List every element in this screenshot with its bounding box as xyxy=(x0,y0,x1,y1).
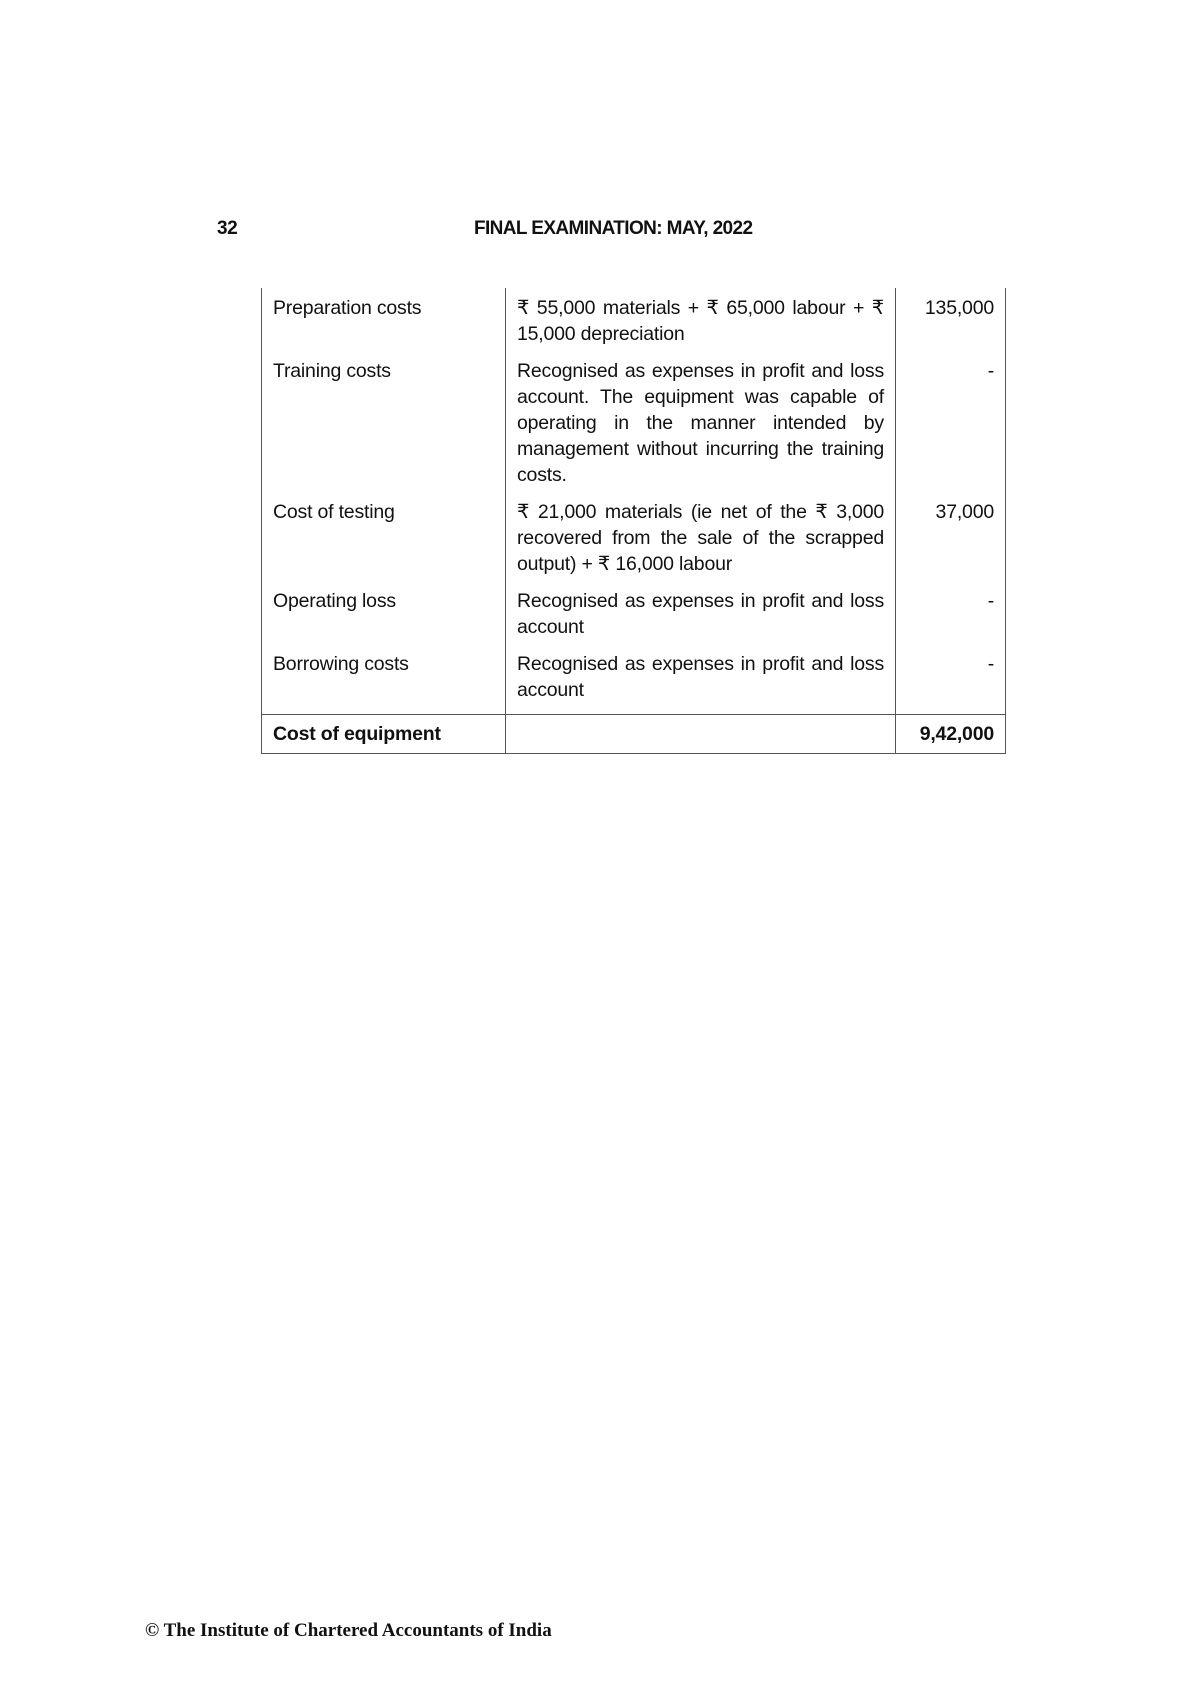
cost-of-equipment-table xyxy=(261,288,1006,754)
table-row xyxy=(262,651,1006,715)
table-row xyxy=(262,588,1006,651)
description-cell: ₹ 55,000 materials + ₹ 65,000 labour + ₹ 15,000 depreciation xyxy=(506,288,896,358)
item-cell: Cost of testing xyxy=(262,499,506,588)
item-cell: Operating loss xyxy=(262,588,506,651)
table-row xyxy=(262,288,1006,358)
amount-cell: - xyxy=(896,358,1006,499)
item-cell: Training costs xyxy=(262,358,506,499)
amount-cell: 135,000 xyxy=(896,288,1006,358)
item-cell: Borrowing costs xyxy=(262,651,506,715)
description-cell: Recognised as expenses in profit and loss account xyxy=(506,651,896,715)
amount-cell: 37,000 xyxy=(896,499,1006,588)
total-description-cell xyxy=(506,715,896,754)
description-cell: ₹ 21,000 materials (ie net of the ₹ 3,000 recovered from the sale of the scrapped output) + ₹ 16,000 labour xyxy=(506,499,896,588)
total-amount: 9,42,000 xyxy=(896,715,1006,754)
description-cell: Recognised as expenses in profit and loss account. The equipment was capable of operating in the manner intended by management without incurring the training costs. xyxy=(506,358,896,499)
copyright-footer: © The Institute of Chartered Accountants of India xyxy=(145,1620,552,1641)
table-row xyxy=(262,499,1006,588)
total-label: Cost of equipment xyxy=(262,715,506,754)
table-row xyxy=(262,358,1006,499)
total-row xyxy=(262,715,1006,754)
amount-cell: - xyxy=(896,588,1006,651)
item-cell: Preparation costs xyxy=(262,288,506,358)
page-header-title: FINAL EXAMINATION: MAY, 2022 xyxy=(474,218,753,239)
page-number: 32 xyxy=(217,218,238,239)
amount-cell: - xyxy=(896,651,1006,715)
description-cell: Recognised as expenses in profit and loss account xyxy=(506,588,896,651)
